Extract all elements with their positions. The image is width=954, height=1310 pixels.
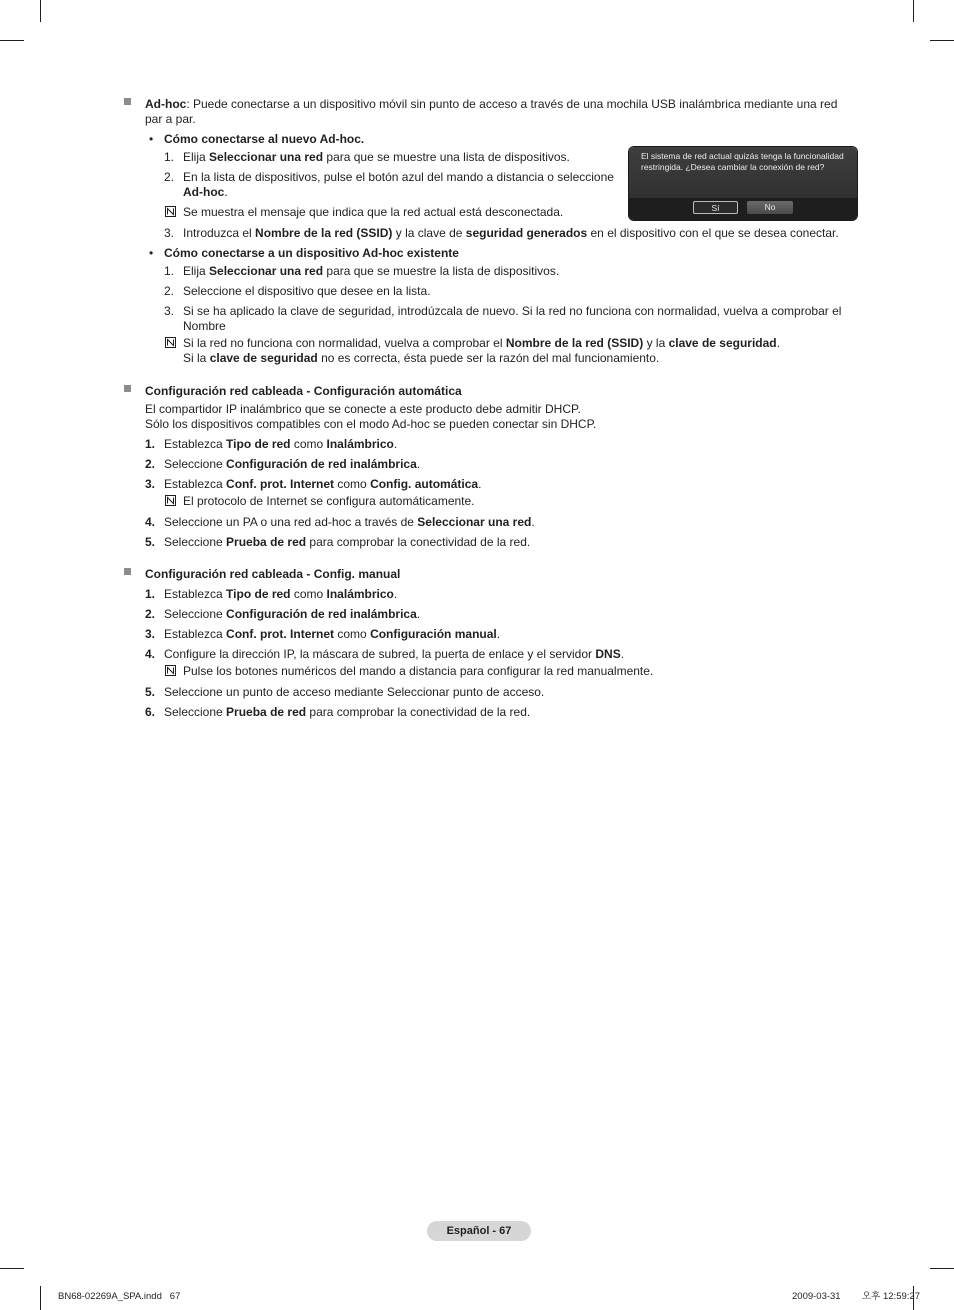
manual-step3: Establezca Conf. prot. Internet como Configuración manual. <box>164 627 501 641</box>
step-number: 1. <box>145 437 156 451</box>
crop-mark <box>930 40 954 41</box>
step-number: 1. <box>164 264 175 278</box>
adhoc-intro-line2: par a par. <box>145 112 196 126</box>
dialog-message: El sistema de red actual quizás tenga la funcionalidad restringida. ¿Desea cambiar la conexión de red? <box>641 151 844 172</box>
adhoc-new-note: Se muestra el mensaje que indica que la red actual está desconectada. <box>183 205 564 219</box>
step-number: 3. <box>145 477 156 491</box>
manual-step4-note: Pulse los botones numéricos del mando a distancia para configurar la red manualmente. <box>183 664 654 678</box>
adhoc-existing-heading: Cómo conectarse a un dispositivo Ad-hoc existente <box>164 246 459 260</box>
note-icon <box>165 665 176 676</box>
adhoc-new-step2-line1: En la lista de dispositivos, pulse el botón azul del mando a distancia o seleccione <box>183 170 614 184</box>
step-number: 2. <box>145 457 156 471</box>
adhoc-existing-step1: Elija Seleccionar una red para que se muestre la lista de dispositivos. <box>183 264 560 278</box>
manual-step5: Seleccione un punto de acceso mediante Seleccionar punto de acceso. <box>164 685 545 699</box>
adhoc-existing-note-line2: Si la clave de seguridad no es correcta, ésta puede ser la razón del mal funcionamiento. <box>183 351 660 365</box>
crop-mark <box>930 1268 954 1269</box>
page-number-badge: Español - 67 <box>427 1221 531 1241</box>
adhoc-existing-step2: Seleccione el dispositivo que desee en la lista. <box>183 284 431 298</box>
step-number: 2. <box>164 284 175 298</box>
auto-step4: Seleccione un PA o una red ad-hoc a través de Seleccionar una red. <box>164 515 535 529</box>
note-icon <box>165 337 176 348</box>
auto-desc-line1: El compartidor IP inalámbrico que se conecte a este producto debe admitir DHCP. <box>145 402 581 416</box>
section-square-bullet <box>124 385 131 392</box>
step-number: 2. <box>145 607 156 621</box>
crop-mark <box>0 40 24 41</box>
adhoc-new-heading: Cómo conectarse al nuevo Ad-hoc. <box>164 132 365 146</box>
adhoc-new-step2-line2: Ad-hoc. <box>183 185 228 199</box>
step-number: 4. <box>145 647 156 661</box>
adhoc-intro-line1: Ad-hoc: Puede conectarse a un dispositivo móvil sin punto de acceso a través de una mochila USB inalámbrica mediante una red <box>145 97 838 111</box>
step-number: 6. <box>145 705 156 719</box>
manual-step6: Seleccione Prueba de red para comprobar la conectividad de la red. <box>164 705 531 719</box>
step-number: 5. <box>145 535 156 549</box>
network-dialog <box>629 147 857 220</box>
section-square-bullet <box>124 98 131 105</box>
manual-heading: Configuración red cableada - Config. manual <box>145 567 401 581</box>
auto-step5: Seleccione Prueba de red para comprobar la conectividad de la red. <box>164 535 531 549</box>
yes-button[interactable]: Sí <box>693 201 738 214</box>
bullet-dot: • <box>149 132 154 146</box>
crop-mark <box>913 0 914 22</box>
crop-mark <box>0 1268 24 1269</box>
step-number: 3. <box>145 627 156 641</box>
step-number: 1. <box>164 150 175 164</box>
step-number: 1. <box>145 587 156 601</box>
manual-step1: Establezca Tipo de red como Inalámbrico. <box>164 587 398 601</box>
footer-time: 오후 12:59:27 <box>862 1291 920 1302</box>
crop-mark <box>40 1286 41 1310</box>
step-number: 3. <box>164 304 175 318</box>
auto-step3: Establezca Conf. prot. Internet como Config. automática. <box>164 477 482 491</box>
step-number: 2. <box>164 170 175 184</box>
adhoc-existing-note-line1: Si la red no funciona con normalidad, vuelva a comprobar el Nombre de la red (SSID) y la clave de seguridad. <box>183 336 780 350</box>
dialog-button-bar <box>629 198 857 220</box>
auto-desc-line2: Sólo los dispositivos compatibles con el modo Ad-hoc se pueden conectar sin DHCP. <box>145 417 597 431</box>
step-number: 4. <box>145 515 156 529</box>
adhoc-existing-step3-line2: Nombre <box>183 319 226 333</box>
auto-step3-note: El protocolo de Internet se configura automáticamente. <box>183 494 475 508</box>
adhoc-existing-step3-line1: Si se ha aplicado la clave de seguridad, introdúzcala de nuevo. Si la red no funciona con normalidad, vuelva a comprobar el <box>183 304 842 318</box>
adhoc-new-step1: Elija Seleccionar una red para que se muestre una lista de dispositivos. <box>183 150 570 164</box>
note-icon <box>165 495 176 506</box>
footer-file-info: BN68-02269A_SPA.indd 67 <box>58 1291 181 1302</box>
auto-heading: Configuración red cableada - Configuración automática <box>145 384 462 398</box>
step-number: 3. <box>164 226 175 240</box>
footer-date: 2009-03-31 <box>792 1291 841 1302</box>
note-icon <box>165 206 176 217</box>
adhoc-term: Ad-hoc <box>145 97 187 111</box>
section-square-bullet <box>124 568 131 575</box>
auto-step1: Establezca Tipo de red como Inalámbrico. <box>164 437 398 451</box>
adhoc-new-step3: Introduzca el Nombre de la red (SSID) y la clave de seguridad generados en el dispositivo con el que se desea conectar. <box>183 226 839 240</box>
bullet-dot: • <box>149 246 154 260</box>
manual-step4: Configure la dirección IP, la máscara de subred, la puerta de enlace y el servidor DNS. <box>164 647 625 661</box>
crop-mark <box>40 0 41 22</box>
auto-step2: Seleccione Configuración de red inalámbrica. <box>164 457 421 471</box>
step-number: 5. <box>145 685 156 699</box>
manual-step2: Seleccione Configuración de red inalámbrica. <box>164 607 421 621</box>
no-button[interactable]: No <box>747 201 793 214</box>
